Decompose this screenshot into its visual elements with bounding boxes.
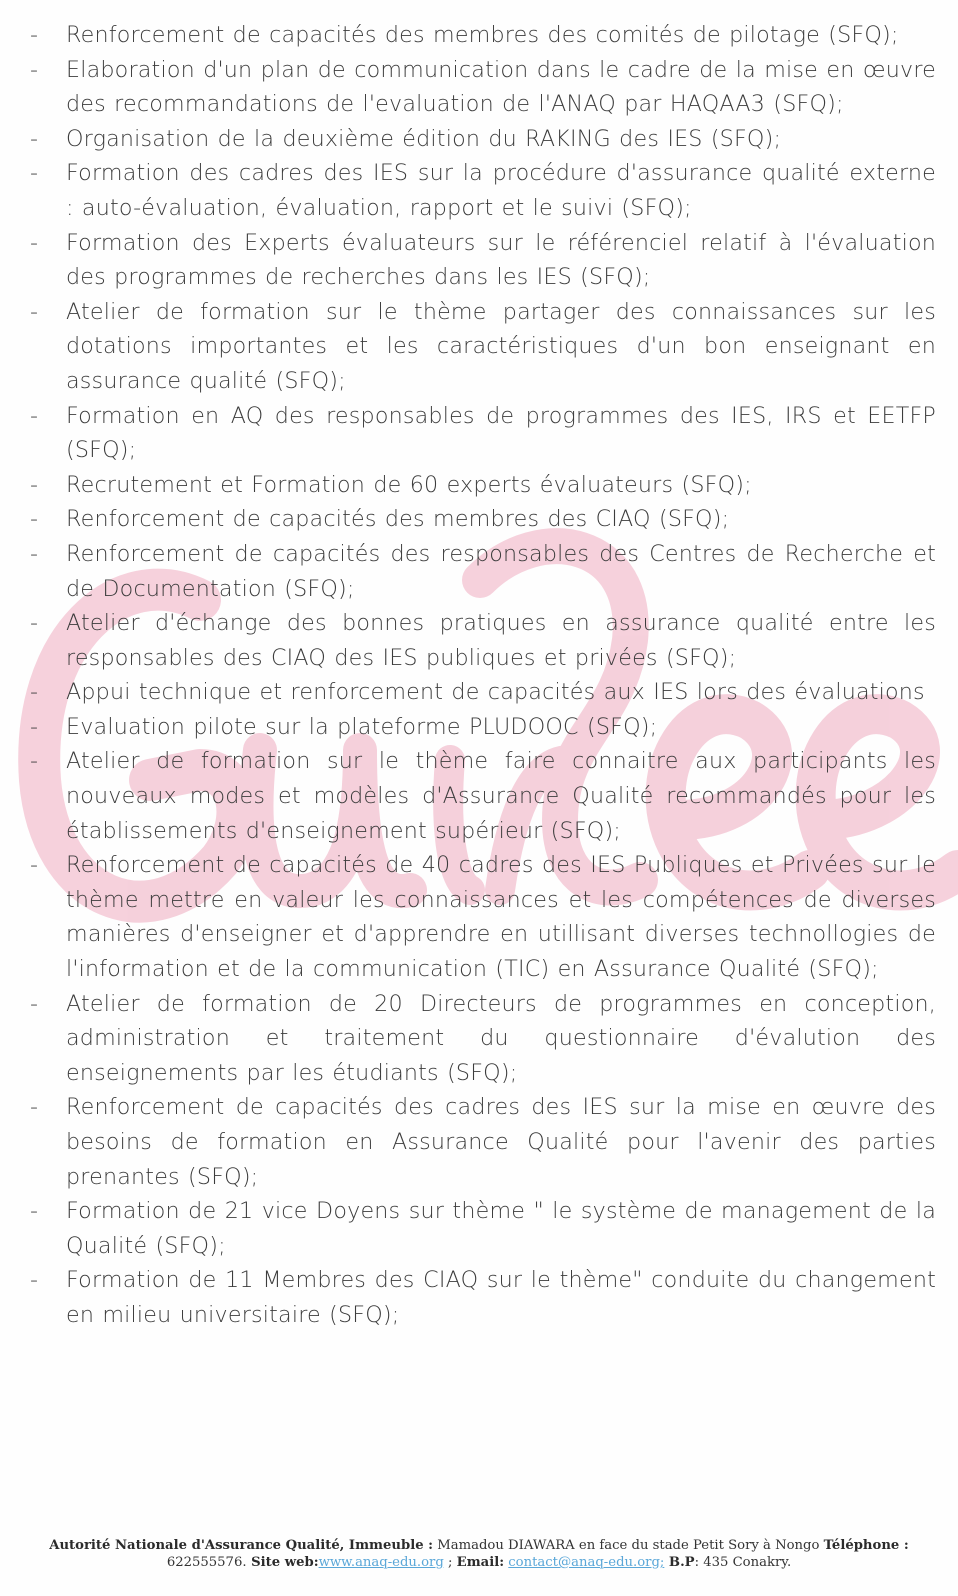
list-item — [28, 399, 936, 468]
bullet-dash: - — [30, 229, 39, 256]
list-item — [28, 156, 936, 225]
list-item-text: Renforcement de capacités des membres des CIAQ (SFQ); — [66, 506, 730, 533]
footer-site-label: Site web: — [246, 1555, 319, 1570]
list-item-text: Organisation de la deuxième édition du RAKING des IES (SFQ); — [66, 125, 782, 152]
footer-line-2 — [0, 1554, 958, 1571]
bullet-dash: - — [30, 125, 39, 152]
list-item — [28, 468, 936, 503]
bullet-dash: - — [30, 540, 39, 567]
website-link[interactable]: www.anaq-edu.org — [318, 1555, 444, 1570]
list-item — [28, 710, 936, 745]
document-body — [28, 18, 936, 1333]
list-item-text: Renforcement de capacités des cadres des IES sur la mise en œuvre des besoins de formation en Assurance Qualité pour l'avenir des parties prenantes (SFQ); — [66, 1094, 936, 1190]
bullet-dash: - — [30, 1198, 39, 1225]
footer-org-label: Autorité Nationale d'Assurance Qualité, Immeuble : — [49, 1538, 434, 1553]
footer-phone-label: Téléphone : — [823, 1538, 909, 1553]
footer-bp-label: B.P — [664, 1555, 695, 1570]
list-item-text: Renforcement de capacités des membres des comités de pilotage (SFQ); — [66, 22, 899, 48]
footer-bp-value: : 435 Conakry. — [694, 1555, 792, 1570]
list-item-text: Formation des Experts évaluateurs sur le référenciel relatif à l'évaluation des programmes de recherches dans les IES (SFQ); — [66, 229, 936, 291]
footer-address: Mamadou DIAWARA en face du stade Petit Sory à Nongo — [433, 1538, 824, 1553]
list-item — [28, 502, 936, 537]
bullet-dash: - — [30, 990, 39, 1017]
list-item — [28, 848, 936, 986]
bullet-dash: - — [30, 402, 39, 429]
list-item-text: Atelier d'échange des bonnes pratiques en assurance qualité entre les responsables des CIAQ des IES publiques et privées (SFQ); — [66, 610, 936, 671]
list-item — [28, 1194, 936, 1263]
list-item-text: Atelier de formation de 20 Directeurs de programmes en conception, administration et traitement du questionnaire d'évalution des enseignements par les étudiants (SFQ); — [66, 990, 936, 1086]
list-item — [28, 226, 936, 295]
bullet-dash: - — [30, 713, 39, 740]
list-item-text: Evaluation pilote sur la plateforme PLUDOOC (SFQ); — [66, 713, 658, 740]
list-item — [28, 744, 936, 848]
footer-line-1 — [0, 1537, 958, 1554]
list-item-text: Formation de 21 vice Doyens sur thème " le système de management de la Qualité (SFQ); — [66, 1198, 936, 1259]
list-item — [28, 606, 936, 675]
list-item-text: Elaboration d'un plan de communication dans le cadre de la mise en œuvre des recommandations de l'evaluation de l'ANAQ par HAQAA3 (SFQ); — [66, 56, 936, 118]
list-item-text: Renforcement de capacités de 40 cadres des IES Publiques et Privées sur le thème mettre en valeur les connaissances et les compétences de diverses manières d'enseigner et d'apprendre en utillisant diverses technollogies de l'information et de la communication (TIC) en Assurance Qualité (SFQ); — [66, 852, 936, 983]
list-item-text: Formation de 11 Membres des CIAQ sur le thème" conduite du changement en milieu universitaire (SFQ); — [66, 1267, 936, 1328]
bullet-dash: - — [30, 22, 39, 48]
list-item — [28, 537, 936, 606]
list-item — [28, 987, 936, 1091]
email-link[interactable]: contact@anaq-edu.org; — [508, 1555, 665, 1570]
bullet-dash: - — [30, 679, 39, 706]
list-item-text: Atelier de formation sur le thème faire connaitre aux participants les nouveaux modes et modèles d'Assurance Qualité recommandés pour les établissements d'enseignement supérieur (SFQ); — [66, 748, 936, 844]
list-item-text: Formation des cadres des IES sur la procédure d'assurance qualité externe : auto-évaluation, évaluation, rapport et le suivi (SFQ); — [66, 160, 936, 221]
list-item — [28, 295, 936, 399]
list-item-text: Appui technique et renforcement de capacités aux IES lors des évaluations — [66, 679, 925, 706]
bullet-dash: - — [30, 471, 39, 498]
page-footer — [0, 1537, 958, 1571]
list-item — [28, 1090, 936, 1194]
bullet-dash: - — [30, 160, 39, 187]
list-item — [28, 53, 936, 122]
footer-phone: 622555576. — [166, 1555, 247, 1570]
footer-email-label: Email: — [456, 1555, 505, 1570]
bullet-dash: - — [30, 1267, 39, 1294]
bullet-dash: - — [30, 298, 39, 325]
bullet-dash: - — [30, 610, 39, 637]
bullet-dash: - — [30, 506, 39, 533]
list-item — [28, 675, 936, 710]
list-item-text: Atelier de formation sur le thème partager des connaissances sur les dotations importantes et les caractéristiques d'un bon enseignant en assurance qualité (SFQ); — [66, 298, 936, 394]
activities-list — [28, 18, 936, 1333]
bullet-dash: - — [30, 1094, 39, 1121]
list-item — [28, 1263, 936, 1332]
list-item — [28, 18, 936, 53]
bullet-dash: - — [30, 56, 39, 83]
bullet-dash: - — [30, 748, 39, 775]
list-item-text: Recrutement et Formation de 60 experts évaluateurs (SFQ); — [66, 471, 752, 498]
list-item — [28, 122, 936, 157]
footer-separator: ; — [443, 1555, 457, 1570]
list-item-text: Renforcement de capacités des responsables des Centres de Recherche et de Documentation (SFQ); — [66, 540, 936, 602]
list-item-text: Formation en AQ des responsables de programmes des IES, IRS et EETFP (SFQ); — [66, 402, 936, 464]
bullet-dash: - — [30, 852, 39, 879]
